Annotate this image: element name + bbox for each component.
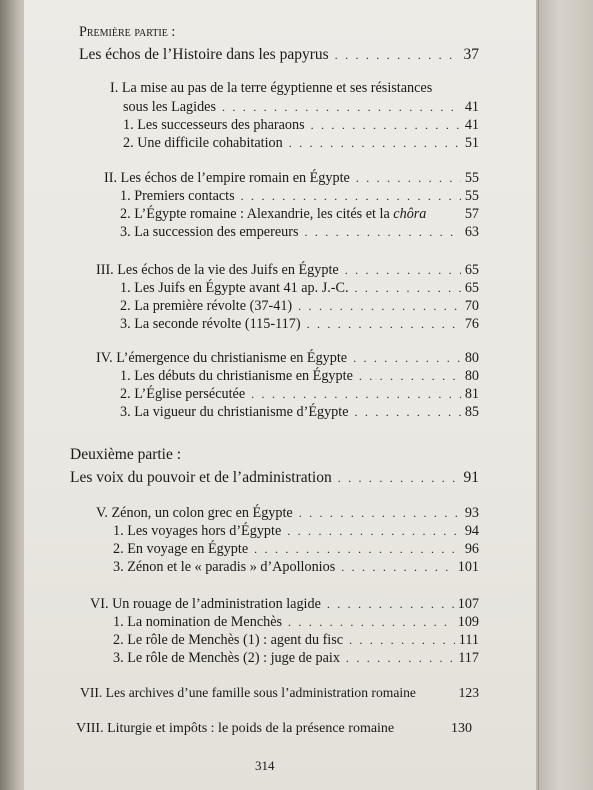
leader-dots bbox=[359, 368, 461, 385]
part-2-label: Deuxième partie : bbox=[70, 446, 182, 463]
toc-entry bbox=[120, 206, 479, 223]
part-1-page: 37 bbox=[463, 46, 479, 63]
chapter-2-title: II. Les échos de l’empire romain en Égypte bbox=[104, 170, 350, 186]
part-2-page: 91 bbox=[463, 469, 479, 486]
entry-label-text: 2. L’Égypte romaine : Alexandrie, les cités et la bbox=[120, 206, 390, 222]
entry-page: 55 bbox=[464, 188, 479, 204]
leader-dots bbox=[299, 505, 461, 522]
toc-entry bbox=[113, 523, 479, 540]
leader-dots bbox=[338, 470, 460, 487]
chapter-7-title: VII. Les archives d’une famille sous l’administration romaine bbox=[80, 685, 416, 700]
entry-label bbox=[120, 206, 426, 223]
entry-page: 76 bbox=[464, 316, 479, 332]
chapter-5-title: V. Zénon, un colon grec en Égypte bbox=[96, 505, 293, 521]
entry-label: 2. L’Église persécutée bbox=[120, 386, 246, 402]
chapter-2-page: 55 bbox=[464, 170, 479, 186]
toc-entry bbox=[113, 614, 479, 631]
leader-dots bbox=[288, 614, 454, 631]
entry-page: 57 bbox=[464, 206, 479, 222]
toc-entry bbox=[113, 541, 479, 558]
leader-dots bbox=[307, 316, 461, 333]
entry-page: 41 bbox=[464, 117, 479, 133]
chapter-4-heading bbox=[96, 350, 479, 367]
leader-dots bbox=[355, 280, 461, 297]
toc-entry bbox=[113, 632, 479, 649]
chapter-1-page: 41 bbox=[464, 99, 479, 115]
chapter-6-heading bbox=[90, 596, 479, 613]
leader-dots bbox=[311, 117, 461, 134]
chapter-7-heading bbox=[80, 684, 479, 701]
chapter-4-title: IV. L’émergence du christianisme en Égypte bbox=[96, 350, 348, 366]
leader-dots bbox=[335, 47, 460, 64]
chapter-8-heading bbox=[76, 720, 472, 737]
chapter-6-page: 107 bbox=[457, 596, 479, 612]
toc-entry bbox=[123, 117, 479, 134]
part-1-title: Les échos de l’Histoire dans les papyrus bbox=[79, 46, 329, 63]
entry-page: 70 bbox=[464, 298, 479, 314]
entry-label: 1. Les débuts du christianisme en Égypte bbox=[120, 368, 353, 384]
chapter-8-title: VIII. Liturgie et impôts : le poids de la présence romaine bbox=[76, 721, 395, 736]
leader-dots bbox=[287, 523, 461, 540]
leader-dots bbox=[251, 386, 461, 403]
entry-label: 1. Les voyages hors d’Égypte bbox=[113, 523, 282, 539]
entry-label: 2. En voyage en Égypte bbox=[113, 541, 249, 557]
toc-entry bbox=[120, 386, 479, 403]
entry-page: 80 bbox=[464, 368, 479, 384]
part-2-heading bbox=[70, 469, 479, 487]
entry-label: 1. La nomination de Menchès bbox=[113, 614, 283, 630]
toc-entry bbox=[120, 404, 479, 421]
chapter-5-page: 93 bbox=[464, 505, 479, 521]
entry-page: 85 bbox=[464, 404, 479, 420]
chapter-4-page: 80 bbox=[464, 350, 479, 366]
entry-page: 117 bbox=[458, 650, 479, 666]
chapter-1-title-line1: I. La mise au pas de la terre égyptienne et ses résistances bbox=[110, 80, 433, 96]
entry-page: 51 bbox=[464, 135, 479, 151]
entry-label: 1. Premiers contacts bbox=[120, 188, 235, 204]
entry-label-italic: chôra bbox=[393, 206, 427, 222]
chapter-2-heading bbox=[104, 170, 479, 187]
leader-dots bbox=[345, 262, 461, 279]
leader-dots bbox=[349, 632, 455, 649]
chapter-3-title: III. Les échos de la vie des Juifs en Égypte bbox=[96, 262, 339, 278]
leader-dots bbox=[304, 224, 460, 241]
chapter-8-page: 130 bbox=[451, 721, 472, 736]
toc-entry bbox=[113, 650, 479, 667]
part-2-title: Les voix du pouvoir et de l’administration bbox=[70, 469, 332, 486]
entry-page: 65 bbox=[464, 280, 479, 296]
entry-label: 3. La seconde révolte (115-117) bbox=[120, 316, 301, 332]
toc-entry bbox=[120, 368, 479, 385]
facing-page-edge bbox=[536, 0, 593, 790]
entry-label: 2. Une difficile cohabitation bbox=[123, 135, 283, 151]
entry-page: 111 bbox=[458, 632, 479, 648]
entry-page: 109 bbox=[457, 614, 479, 630]
toc-entry bbox=[120, 224, 479, 241]
entry-label: 3. La vigueur du christianisme d’Égypte bbox=[120, 404, 349, 420]
entry-page: 81 bbox=[464, 386, 479, 402]
chapter-6-title: VI. Un rouage de l’administration lagide bbox=[90, 596, 321, 612]
leader-dots bbox=[356, 170, 461, 187]
chapter-1-title-line2: sous les Lagides bbox=[123, 99, 216, 115]
chapter-3-heading bbox=[96, 262, 479, 279]
entry-label: 1. Les Juifs en Égypte avant 41 ap. J.-C. bbox=[120, 280, 349, 296]
entry-label: 3. La succession des empereurs bbox=[120, 224, 299, 240]
part-1-label: Première partie : bbox=[79, 24, 176, 40]
leader-dots bbox=[222, 99, 461, 116]
toc-entry bbox=[120, 280, 479, 297]
leader-dots bbox=[298, 298, 461, 315]
entry-page: 94 bbox=[464, 523, 479, 539]
entry-page: 63 bbox=[464, 224, 479, 240]
chapter-7-page: 123 bbox=[458, 685, 479, 700]
entry-label: 2. La première révolte (37-41) bbox=[120, 298, 293, 314]
chapter-1-heading bbox=[123, 99, 479, 116]
leader-dots bbox=[254, 541, 461, 558]
leader-dots bbox=[346, 650, 454, 667]
leader-dots bbox=[289, 135, 461, 152]
leader-dots bbox=[341, 559, 453, 576]
toc-entry bbox=[120, 188, 479, 205]
toc-entry bbox=[113, 559, 479, 576]
leader-dots bbox=[241, 188, 461, 205]
leader-dots bbox=[353, 350, 461, 367]
leader-dots bbox=[327, 596, 454, 613]
toc-entry bbox=[120, 298, 479, 315]
entry-label: 1. Les successeurs des pharaons bbox=[123, 117, 305, 133]
page-number: 314 bbox=[255, 758, 275, 773]
leader-dots bbox=[355, 404, 461, 421]
entry-label: 3. Le rôle de Menchès (2) : juge de paix bbox=[113, 650, 340, 666]
entry-label: 2. Le rôle de Menchès (1) : agent du fisc bbox=[113, 632, 344, 648]
toc-entry bbox=[120, 316, 479, 333]
entry-page: 96 bbox=[464, 541, 479, 557]
entry-label: 3. Zénon et le « paradis » d’Apollonios bbox=[113, 559, 336, 575]
toc-entry bbox=[123, 135, 479, 152]
part-1-heading bbox=[79, 46, 479, 64]
entry-page: 101 bbox=[457, 559, 479, 575]
chapter-5-heading bbox=[96, 505, 479, 522]
chapter-3-page: 65 bbox=[464, 262, 479, 278]
